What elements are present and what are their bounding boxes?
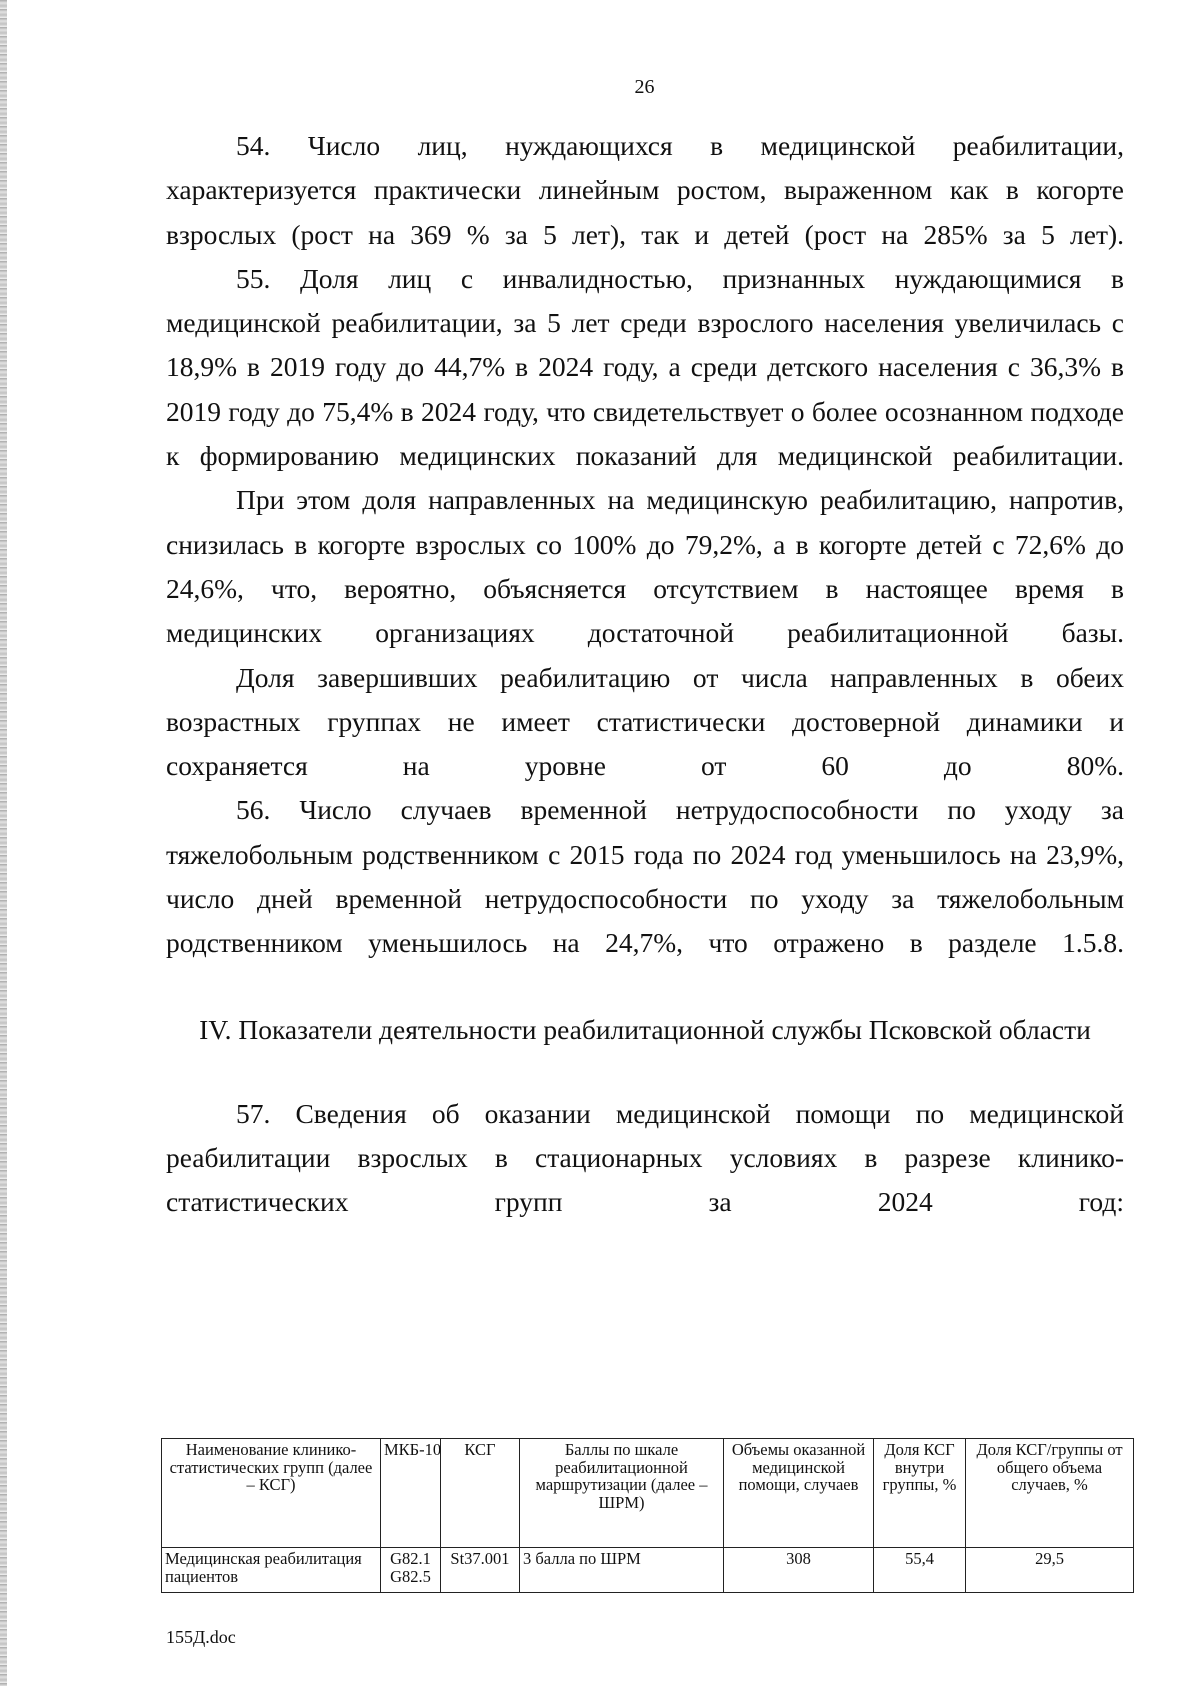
cell-shrm-score: 3 балла по ШРМ bbox=[520, 1548, 724, 1593]
scan-edge bbox=[0, 0, 7, 1686]
footer-filename: 155Д.doc bbox=[166, 1627, 236, 1647]
cell-share-total: 29,5 bbox=[966, 1548, 1134, 1593]
page-number: 26 bbox=[634, 76, 655, 98]
mkb-code: G82.5 bbox=[390, 1566, 431, 1586]
paragraph-completion-share: Доля завершивших реабилитацию от числа направленных в обеих возрастных группах не имеет статистически достоверной динамики и сохраняется на уровне от 60 до 80%. bbox=[166, 661, 1124, 782]
header-ksg-name: Наименование клинико-статистических групп (далее – КСГ) bbox=[162, 1439, 381, 1548]
paragraph-55: 55. Доля лиц с инвалидностью, признанных нуждающимися в медицинской реабилитации, за 5 лет среди взрослого населения увеличилась с 18,9% в 2019 году до 44,7% в 2024 году, а среди детского населения с 36,3% в 2019 году до 75,4% в 2024 году, что свидетельствует о более осознанном подходе к формированию медицинских показаний для медицинской реабилитации. bbox=[166, 262, 1124, 472]
paragraph-56: 56. Число случаев временной нетрудоспособности по уходу за тяжелобольным родственником с 2015 года по 2024 год уменьшилось на 23,9%, число дней временной нетрудоспособности по уходу за тяжелобольным родственником уменьшилось на 24,7%, что отражено в разделе 1.5.8. bbox=[166, 794, 1124, 959]
mkb-code: G82.1 bbox=[390, 1549, 431, 1568]
paragraph-referral-share: При этом доля направленных на медицинскую реабилитацию, напротив, снизилась в когорте взрослых со 100% до 79,2%, а в когорте детей с 72,6% до 24,6%, что, вероятно, объясняется отсутствием в настоящее время в медицинских организациях достаточной реабилитационной базы. bbox=[166, 484, 1124, 649]
cell-volume: 308 bbox=[724, 1548, 874, 1593]
header-volume: Объемы оказанной медицинской помощи, случаев bbox=[724, 1439, 874, 1548]
cell-ksg: St37.001 bbox=[441, 1548, 520, 1593]
cell-mkb10 bbox=[381, 1548, 441, 1593]
ksg-table bbox=[161, 1438, 1134, 1593]
header-share-in-group: Доля КСГ внутри группы, % bbox=[874, 1439, 966, 1548]
header-share-total: Доля КСГ/группы от общего объема случаев, % bbox=[966, 1439, 1134, 1548]
paragraph-54: 54. Число лиц, нуждающихся в медицинской реабилитации, характеризуется практически линейным ростом, выраженном как в когорте взрослых (рост на 369 % за 5 лет), так и детей (рост на 285% за 5 лет). bbox=[166, 130, 1124, 250]
header-ksg: КСГ bbox=[441, 1439, 520, 1548]
table-row bbox=[162, 1548, 1134, 1593]
document-body bbox=[166, 124, 1124, 1225]
ksg-table-container bbox=[161, 1438, 1133, 1593]
paragraph-57: 57. Сведения об оказании медицинской помощи по медицинской реабилитации взрослых в стационарных условиях в разрезе клинико-статистических групп за 2024 год: bbox=[166, 1097, 1124, 1218]
header-shrm-score: Баллы по шкале реабилитационной маршрутизации (далее – ШРМ) bbox=[520, 1439, 724, 1548]
section-heading: IV. Показатели деятельности реабилитационной службы Псковской области bbox=[199, 1013, 1091, 1045]
cell-share-in-group: 55,4 bbox=[874, 1548, 966, 1593]
cell-ksg-name: Медицинская реабилитация пациентов bbox=[162, 1548, 381, 1593]
table-header-row bbox=[162, 1439, 1134, 1548]
header-mkb10: МКБ-10 bbox=[381, 1439, 441, 1548]
